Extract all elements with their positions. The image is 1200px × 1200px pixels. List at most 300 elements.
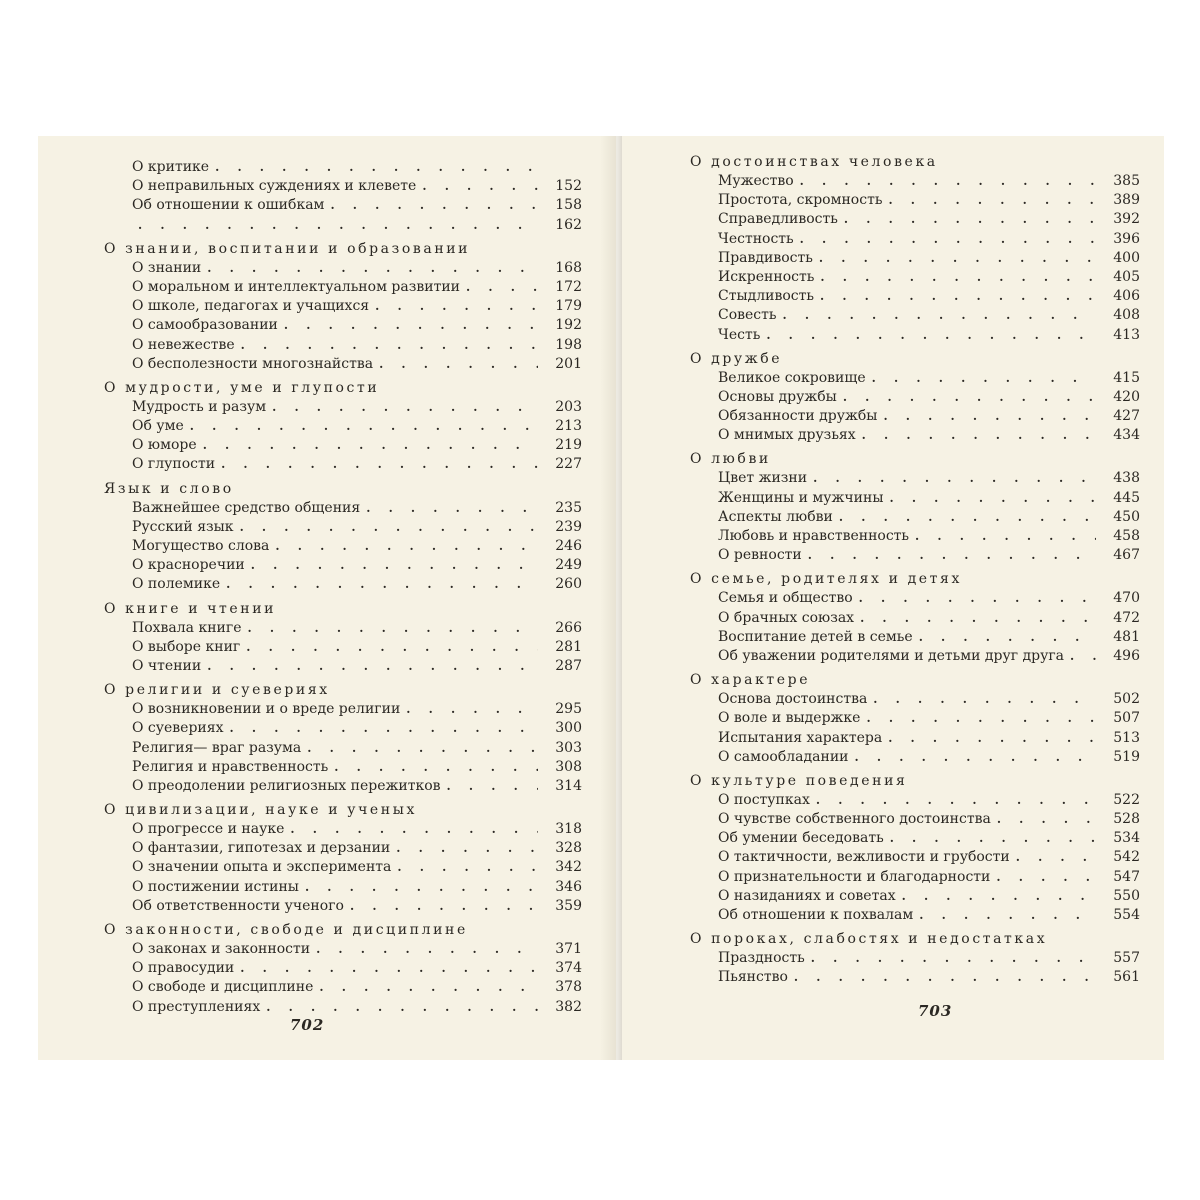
toc-entry-title: Обязанности дружбы: [718, 408, 878, 425]
page-number: 702: [290, 1016, 325, 1034]
toc-entry-title: Искренность: [718, 268, 815, 285]
toc-entry-title: О воле и выдержке: [718, 710, 861, 727]
toc-entry-title: О ревности: [718, 547, 802, 564]
dot-leader: [854, 609, 1096, 628]
dot-leader: [990, 868, 1096, 887]
toc-entry-page: 249: [555, 557, 582, 574]
toc-entry-page: 342: [555, 859, 582, 876]
toc-entry: [690, 191, 1140, 210]
toc-entry: [690, 748, 1140, 767]
toc-entry: [690, 690, 1140, 709]
toc-entry-page: 420: [1113, 388, 1140, 405]
toc-entry-page: 346: [555, 878, 582, 895]
dot-leader: [400, 700, 538, 719]
toc-entry-title: Об уважении родителями и детьми друг друга: [718, 647, 1065, 664]
section-heading: Язык и слово: [104, 480, 234, 497]
toc-entry: [104, 196, 582, 215]
toc-entry-page: 382: [555, 998, 582, 1015]
toc-entry-title: О тактичности, вежливости и грубости: [718, 849, 1010, 866]
toc-entry: [690, 810, 1140, 829]
dot-leader: [269, 537, 538, 556]
toc-entry-page: 519: [1113, 748, 1140, 765]
dot-leader: [860, 709, 1096, 728]
section-heading: О религии и суевериях: [104, 682, 330, 699]
right-toc: [690, 148, 1140, 988]
toc-entry-page: 385: [1113, 173, 1140, 189]
toc-entry-page: 392: [1113, 211, 1140, 228]
dot-leader: [215, 455, 538, 474]
dot-leader: [882, 191, 1096, 210]
toc-entry-page: 408: [1113, 307, 1140, 324]
dot-leader: [884, 829, 1096, 848]
toc-entry-title: Стыдливость: [718, 288, 814, 305]
dot-leader: [234, 518, 538, 537]
toc-entry-title: О чувстве собственного достоинства: [718, 811, 991, 828]
toc-entry-page: 561: [1113, 969, 1140, 986]
dot-leader: [240, 638, 538, 657]
toc-entry: [104, 978, 582, 997]
toc-entry: [104, 858, 582, 877]
dot-leader: [837, 388, 1096, 407]
toc-entry-page: 547: [1113, 868, 1140, 885]
toc-entry-page: 467: [1113, 547, 1140, 564]
toc-entry: [690, 388, 1140, 407]
section-heading: О мудрости, уме и глупости: [104, 379, 380, 396]
toc-entry-title: О неправильных суждениях и клевете: [132, 178, 417, 195]
toc-entry-page: 389: [1113, 192, 1140, 209]
dot-leader: [991, 810, 1096, 829]
toc-entry-page: 445: [1113, 489, 1140, 506]
toc-entry-title: О преступлениях: [132, 998, 261, 1015]
toc-entry-page: 318: [555, 821, 582, 838]
toc-entry: [690, 210, 1140, 229]
dot-leader: [794, 230, 1096, 249]
toc-entry-title: Могущество слова: [132, 538, 270, 554]
toc-entry: [104, 758, 582, 777]
toc-entry-title: О глупости: [132, 456, 216, 473]
toc-entry: [690, 949, 1140, 968]
dot-leader: [197, 436, 538, 455]
toc-entry-title: Воспитание детей в семье: [718, 628, 913, 645]
toc-entry: [690, 469, 1140, 488]
toc-entry: [104, 878, 582, 897]
dot-leader: [877, 407, 1096, 426]
toc-entry: [690, 791, 1140, 810]
toc-entry: [690, 287, 1140, 306]
dot-leader: [441, 777, 538, 796]
toc-entry-page: 213: [555, 418, 582, 435]
toc-entry-title: Испытания характера: [718, 729, 883, 746]
section-heading: О знании, воспитании и образовании: [104, 240, 471, 257]
toc-entry-page: 434: [1113, 427, 1140, 444]
toc-entry-page: 406: [1113, 288, 1140, 305]
dot-leader: [760, 326, 1096, 345]
dot-leader: [235, 336, 538, 355]
toc-entry-title: Об отношении к ошибкам: [132, 197, 325, 214]
dot-leader: [328, 758, 538, 777]
dot-leader: [313, 978, 538, 997]
toc-entry-page: 396: [1113, 230, 1140, 247]
section-heading: О законности, свободе и дисциплине: [104, 922, 468, 938]
toc-entry-page: 227: [555, 456, 582, 473]
toc-entry-title: О самообразовании: [132, 317, 278, 334]
toc-entry-page: 303: [555, 739, 582, 756]
toc-entry-page: 557: [1113, 950, 1140, 967]
page-number: 703: [918, 1002, 953, 1020]
toc-entry-title: О законах и законности: [132, 941, 311, 957]
toc-entry: [104, 940, 582, 959]
toc-entry: [104, 499, 582, 518]
toc-entry: [104, 719, 582, 738]
toc-entry-page: 266: [555, 619, 582, 636]
toc-entry-title: О постижении истины: [132, 878, 299, 895]
dot-leader: [788, 968, 1096, 987]
toc-entry-page: 219: [555, 437, 582, 454]
toc-entry-title: О полемике: [132, 576, 221, 593]
dot-leader: [814, 268, 1096, 287]
dot-leader: [369, 297, 538, 316]
dot-leader: [814, 287, 1096, 306]
toc-entry: [690, 172, 1140, 191]
toc-entry: [104, 897, 582, 916]
toc-entry: [104, 259, 582, 278]
toc-entry-title: Честь: [718, 326, 761, 343]
toc-entry: [690, 628, 1140, 647]
dot-leader: [201, 259, 538, 278]
toc-entry-title: Аспекты любви: [718, 508, 833, 525]
section-heading: О семье, родителях и детях: [690, 571, 962, 588]
toc-entry-page: 450: [1113, 508, 1140, 525]
toc-entry: [104, 820, 582, 839]
toc-entry: [104, 638, 582, 657]
toc-entry: [104, 216, 582, 235]
toc-entry-title: Важнейшее средство общения: [132, 499, 361, 516]
toc-entry-page: 328: [555, 840, 582, 857]
toc-entry-page: 378: [555, 979, 582, 996]
dot-leader: [1010, 848, 1096, 867]
section-heading: О характере: [690, 672, 811, 689]
toc-entry-title: О поступках: [718, 791, 810, 808]
dot-leader: [360, 499, 538, 518]
dot-leader: [373, 355, 538, 374]
toc-entry-page: 371: [555, 941, 582, 957]
dot-leader: [390, 839, 538, 858]
dot-leader: [813, 249, 1096, 268]
dot-leader: [241, 619, 538, 638]
toc-entry-title: О моральном и интеллектуальном развитии: [132, 278, 460, 295]
toc-entry-page: 172: [555, 278, 582, 295]
toc-entry-page: 179: [555, 298, 582, 315]
section-heading: О пороках, слабостях и недостатках: [690, 931, 1048, 948]
toc-entry: [104, 998, 582, 1017]
toc-entry-page: 528: [1113, 811, 1140, 828]
dot-leader: [853, 589, 1096, 608]
toc-entry-title: О мнимых друзьях: [718, 427, 856, 444]
dot-leader: [882, 729, 1096, 748]
toc-entry: [690, 489, 1140, 508]
toc-entry-title: О признательности и благодарности: [718, 868, 991, 885]
toc-entry-title: Правдивость: [718, 249, 813, 266]
toc-entry-page: 235: [555, 499, 582, 516]
dot-leader: [807, 469, 1096, 488]
toc-entry-title: Об уме: [132, 418, 184, 435]
toc-entry: [104, 518, 582, 537]
section-heading: О культуре поведения: [690, 772, 908, 789]
left-page: [38, 136, 616, 1060]
toc-entry-page: 427: [1113, 408, 1140, 425]
toc-entry-title: Цвет жизни: [718, 470, 808, 487]
toc-entry: [690, 729, 1140, 748]
toc-entry-title: Честность: [718, 230, 794, 247]
dot-leader: [794, 172, 1096, 191]
toc-entry-page: 472: [1113, 609, 1140, 626]
toc-entry-page: 513: [1113, 729, 1140, 746]
toc-entry-page: 287: [555, 657, 582, 674]
dot-leader: [132, 216, 538, 235]
toc-entry-title: Мудрость и разум: [132, 398, 267, 415]
toc-entry-page: 295: [555, 701, 582, 718]
toc-entry-page: 400: [1113, 249, 1140, 266]
dot-leader: [310, 940, 538, 959]
toc-entry-page: 542: [1113, 849, 1140, 866]
dot-leader: [833, 508, 1096, 527]
toc-entry: [690, 968, 1140, 987]
toc-entry: [104, 537, 582, 556]
toc-entry: [690, 709, 1140, 728]
dot-leader: [913, 628, 1096, 647]
toc-entry: [690, 249, 1140, 268]
toc-entry-page: 201: [555, 355, 582, 372]
dot-leader: [416, 177, 538, 196]
dot-leader: [838, 210, 1096, 229]
toc-entry-title: О брачных союзах: [718, 609, 855, 626]
toc-entry-title: Женщины и мужчины: [718, 489, 884, 506]
toc-entry: [690, 546, 1140, 565]
toc-entry-page: 502: [1113, 691, 1140, 708]
dot-leader: [805, 949, 1096, 968]
toc-entry-title: О значении опыта и эксперимента: [132, 859, 392, 876]
toc-entry: [690, 230, 1140, 249]
toc-entry-title: Великое сокровище: [718, 369, 866, 386]
dot-leader: [209, 158, 538, 177]
toc-entry: [690, 829, 1140, 848]
toc-entry: [690, 508, 1140, 527]
toc-entry-title: Семья и общество: [718, 590, 853, 607]
toc-entry-page: 496: [1113, 647, 1140, 664]
toc-entry-title: Мужество: [718, 173, 794, 189]
right-page: [622, 136, 1164, 1060]
dot-leader: [223, 719, 538, 738]
toc-entry: [690, 527, 1140, 546]
dot-leader: [866, 369, 1096, 388]
toc-entry-title: Основы дружбы: [718, 388, 837, 405]
toc-entry: [104, 575, 582, 594]
toc-entry-title: Об умении беседовать: [718, 830, 884, 847]
toc-entry-page: 458: [1113, 528, 1140, 544]
section-heading: О достоинствах человека: [690, 154, 938, 170]
toc-entry-page: 507: [1113, 710, 1140, 727]
toc-entry: [104, 839, 582, 858]
toc-entry: [104, 336, 582, 355]
toc-entry-page: 239: [555, 518, 582, 535]
toc-entry: [104, 355, 582, 374]
toc-entry-title: О чтении: [132, 657, 202, 674]
toc-entry-page: 522: [1113, 791, 1140, 808]
dot-leader: [810, 791, 1096, 810]
toc-entry-page: 314: [555, 777, 582, 794]
toc-entry-title: Основа достоинства: [718, 691, 868, 708]
toc-entry: [690, 887, 1140, 906]
section-heading: О цивилизации, науке и ученых: [104, 802, 417, 819]
toc-entry: [104, 278, 582, 297]
toc-entry-title: Любовь и нравственность: [718, 528, 910, 544]
toc-entry: [104, 316, 582, 335]
dot-leader: [913, 906, 1096, 925]
toc-entry-title: Русский язык: [132, 518, 234, 535]
toc-entry-page: 281: [555, 638, 582, 655]
toc-entry: [690, 906, 1140, 925]
toc-entry: [104, 959, 582, 978]
toc-entry-title: Похвала книге: [132, 619, 242, 636]
toc-entry-page: 162: [555, 216, 582, 233]
toc-entry-page: 554: [1113, 907, 1140, 923]
toc-entry: [690, 407, 1140, 426]
toc-entry: [104, 417, 582, 436]
toc-entry: [104, 777, 582, 796]
toc-entry-page: 534: [1113, 830, 1140, 847]
dot-leader: [284, 820, 538, 839]
toc-entry: [690, 426, 1140, 445]
dot-leader: [883, 489, 1096, 508]
toc-entry: [690, 848, 1140, 867]
toc-entry-title: О красноречии: [132, 557, 245, 574]
toc-entry-title: Совесть: [718, 307, 777, 324]
dot-leader: [460, 278, 538, 297]
toc-entry-title: О прогрессе и науке: [132, 821, 285, 838]
toc-entry: [690, 268, 1140, 287]
toc-entry-title: Об отношении к похвалам: [718, 907, 914, 923]
toc-entry-title: О юморе: [132, 437, 197, 454]
toc-entry-page: 168: [555, 259, 582, 276]
toc-entry-title: О фантазии, гипотезах и дерзании: [132, 840, 391, 857]
toc-entry-title: Религия и нравственность: [132, 758, 329, 775]
toc-entry-title: О возникновении и о вреде религии: [132, 701, 401, 718]
toc-entry-page: 374: [555, 960, 582, 977]
toc-entry: [104, 177, 582, 196]
toc-entry-title: О знании: [132, 259, 202, 276]
section-heading: О дружбе: [690, 350, 783, 367]
toc-entry-page: 470: [1113, 590, 1140, 607]
dot-leader: [1064, 647, 1096, 666]
toc-entry: [690, 306, 1140, 325]
dot-leader: [344, 897, 538, 916]
toc-entry-title: Религия— враг разума: [132, 739, 302, 756]
toc-entry-page: 308: [555, 758, 582, 775]
dot-leader: [802, 546, 1096, 565]
dot-leader: [856, 426, 1096, 445]
dot-leader: [260, 998, 538, 1017]
toc-entry-title: Об ответственности ученого: [132, 897, 344, 914]
toc-entry: [690, 868, 1140, 887]
dot-leader: [324, 196, 538, 215]
toc-entry-page: 198: [555, 336, 582, 353]
dot-leader: [391, 858, 538, 877]
toc-entry: [690, 647, 1140, 666]
toc-entry-title: О бесполезности многознайства: [132, 355, 374, 372]
toc-entry-title: О свободе и дисциплине: [132, 979, 314, 996]
toc-entry-page: 192: [555, 317, 582, 334]
toc-entry-title: О выборе книг: [132, 638, 241, 655]
toc-entry-title: О школе, педагогах и учащихся: [132, 298, 370, 315]
toc-entry: [690, 326, 1140, 345]
toc-entry-title: Справедливость: [718, 211, 838, 228]
section-heading: О книге и чтении: [104, 600, 277, 617]
dot-leader: [266, 398, 538, 417]
toc-entry: [104, 436, 582, 455]
toc-entry-title: Простота, скромность: [718, 192, 883, 209]
toc-entry-page: 438: [1113, 470, 1140, 487]
toc-entry-page: 203: [555, 398, 582, 415]
left-toc: [104, 158, 582, 1017]
toc-entry-page: 152: [555, 178, 582, 195]
dot-leader: [301, 739, 538, 758]
toc-entry-title: О назиданиях и советах: [718, 887, 896, 904]
toc-entry: [104, 297, 582, 316]
toc-entry: [104, 455, 582, 474]
toc-entry: [104, 158, 582, 177]
toc-entry-page: 359: [555, 897, 582, 914]
toc-entry-title: О невежестве: [132, 336, 235, 353]
toc-entry-page: 158: [555, 197, 582, 214]
toc-entry-page: 300: [555, 720, 582, 737]
toc-entry-title: О критике: [132, 159, 210, 175]
toc-entry-page: 481: [1113, 628, 1140, 645]
toc-entry: [690, 369, 1140, 388]
dot-leader: [849, 748, 1097, 767]
toc-entry-page: 413: [1113, 326, 1140, 343]
toc-entry: [104, 556, 582, 575]
toc-entry: [690, 609, 1140, 628]
toc-entry: [104, 700, 582, 719]
toc-entry-title: О правосудии: [132, 960, 235, 977]
dot-leader: [201, 657, 538, 676]
dot-leader: [234, 959, 538, 978]
toc-entry-title: Пьянство: [718, 969, 788, 986]
toc-entry-page: 550: [1113, 887, 1140, 904]
section-heading: О любви: [690, 451, 771, 468]
dot-leader: [184, 417, 538, 436]
toc-entry: [104, 657, 582, 676]
dot-leader: [245, 556, 538, 575]
toc-entry: [104, 739, 582, 758]
toc-entry: [690, 589, 1140, 608]
toc-entry-page: 415: [1113, 369, 1140, 386]
dot-leader: [909, 527, 1096, 546]
dot-leader: [896, 887, 1096, 906]
toc-entry-page: 405: [1113, 268, 1140, 285]
dot-leader: [299, 878, 538, 897]
dot-leader: [867, 690, 1096, 709]
toc-entry-page: 260: [555, 576, 582, 593]
toc-entry-page: 246: [555, 538, 582, 554]
toc-entry-title: О суевериях: [132, 720, 224, 737]
toc-entry: [104, 398, 582, 417]
toc-entry: [104, 619, 582, 638]
dot-leader: [278, 316, 538, 335]
dot-leader: [777, 306, 1096, 325]
toc-entry-title: Праздность: [718, 950, 805, 967]
toc-entry-title: О преодолении религиозных пережитков: [132, 777, 441, 794]
